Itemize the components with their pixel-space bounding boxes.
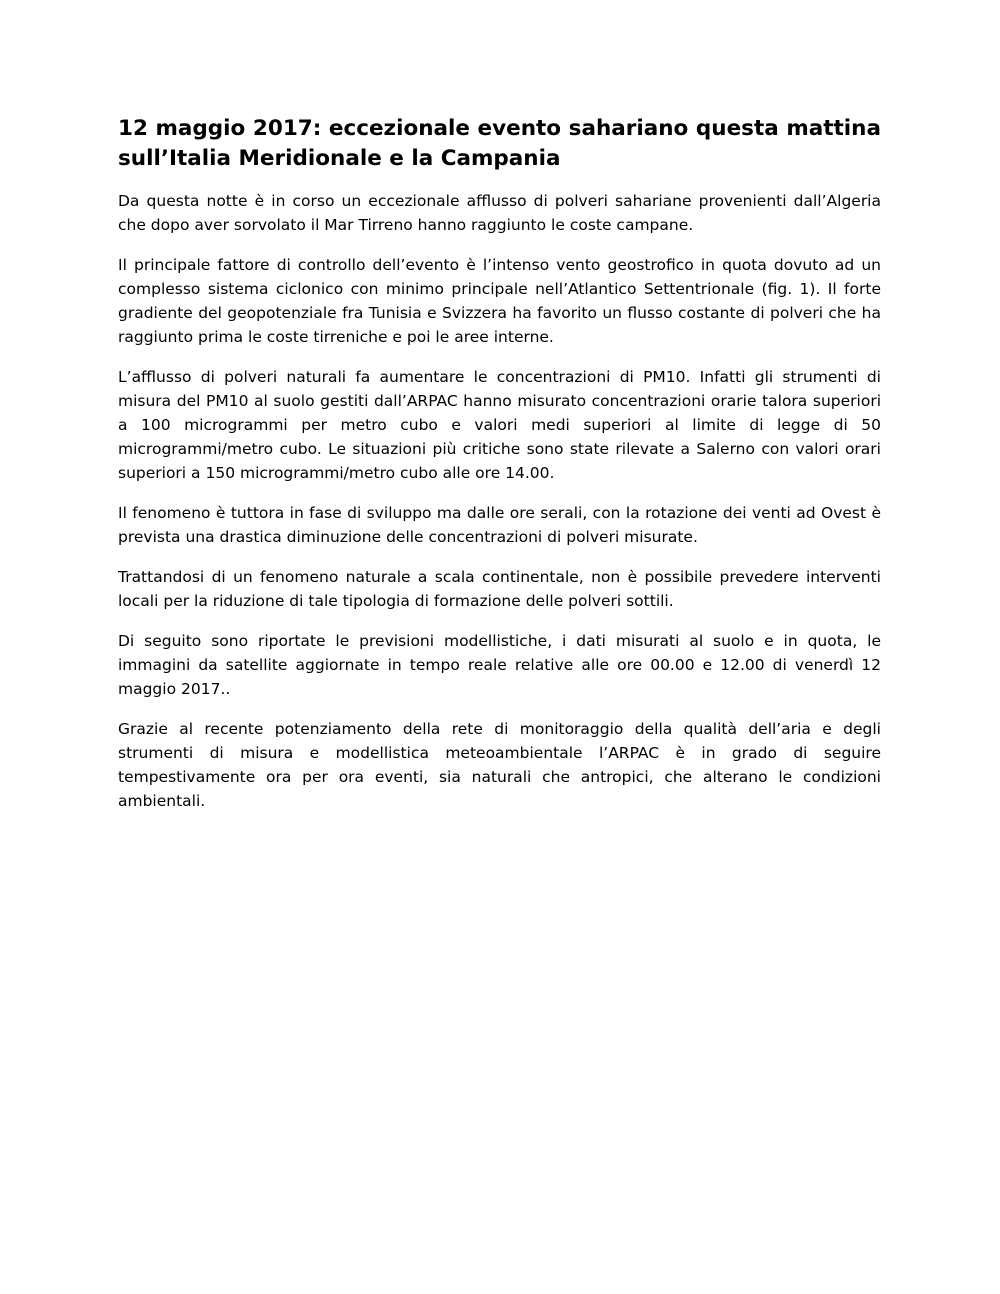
paragraph-natural-phenomenon: Trattandosi di un fenomeno naturale a scala continentale, non è possibile prevedere interventi locali per la riduzione di tale tipologia di formazione delle polveri sottili.	[118, 568, 881, 610]
document-title: 12 maggio 2017: eccezionale evento sahariano questa mattina sull’Italia Meridionale e la Campania	[118, 116, 881, 171]
paragraph-monitoring: Grazie al recente potenziamento della rete di monitoraggio della qualità dell’aria e degli strumenti di misura e modellistica meteoambientale l’ARPAC è in grado di seguire tempestivamente ora per ora eventi, sia naturali che antropici, che alterano le condizioni ambientali.	[118, 720, 881, 810]
document-page	[118, 114, 881, 829]
paragraph-intro: Da questa notte è in corso un eccezionale afflusso di polveri sahariane provenienti dall’Algeria che dopo aver sorvolato il Mar Tirreno hanno raggiunto le coste campane.	[118, 192, 881, 234]
paragraph-development: Il fenomeno è tuttora in fase di sviluppo ma dalle ore serali, con la rotazione dei venti ad Ovest è prevista una drastica diminuzione delle concentrazioni di polveri misurate.	[118, 504, 881, 546]
paragraph-forecasts: Di seguito sono riportate le previsioni modellistiche, i dati misurati al suolo e in quota, le immagini da satellite aggiornate in tempo reale relative alle ore 00.00 e 12.00 di venerdì 12 maggio 2017..	[118, 632, 881, 698]
paragraph-control-factor: Il principale fattore di controllo dell’evento è l’intenso vento geostrofico in quota dovuto ad un complesso sistema ciclonico con minimo principale nell’Atlantico Settentrionale (fig. 1). Il forte gradiente del geopotenziale fra Tunisia e Svizzera ha favorito un flusso costante di polveri che ha raggiunto prima le coste tirreniche e poi le aree interne.	[118, 256, 881, 346]
paragraph-pm10: L’afflusso di polveri naturali fa aumentare le concentrazioni di PM10. Infatti gli strumenti di misura del PM10 al suolo gestiti dall’ARPAC hanno misurato concentrazioni orarie talora superiori a 100 microgrammi per metro cubo e valori medi superiori al limite di legge di 50 microgrammi/metro cubo. Le situazioni più critiche sono state rilevate a Salerno con valori orari superiori a 150 microgrammi/metro cubo alle ore 14.00.	[118, 368, 881, 482]
